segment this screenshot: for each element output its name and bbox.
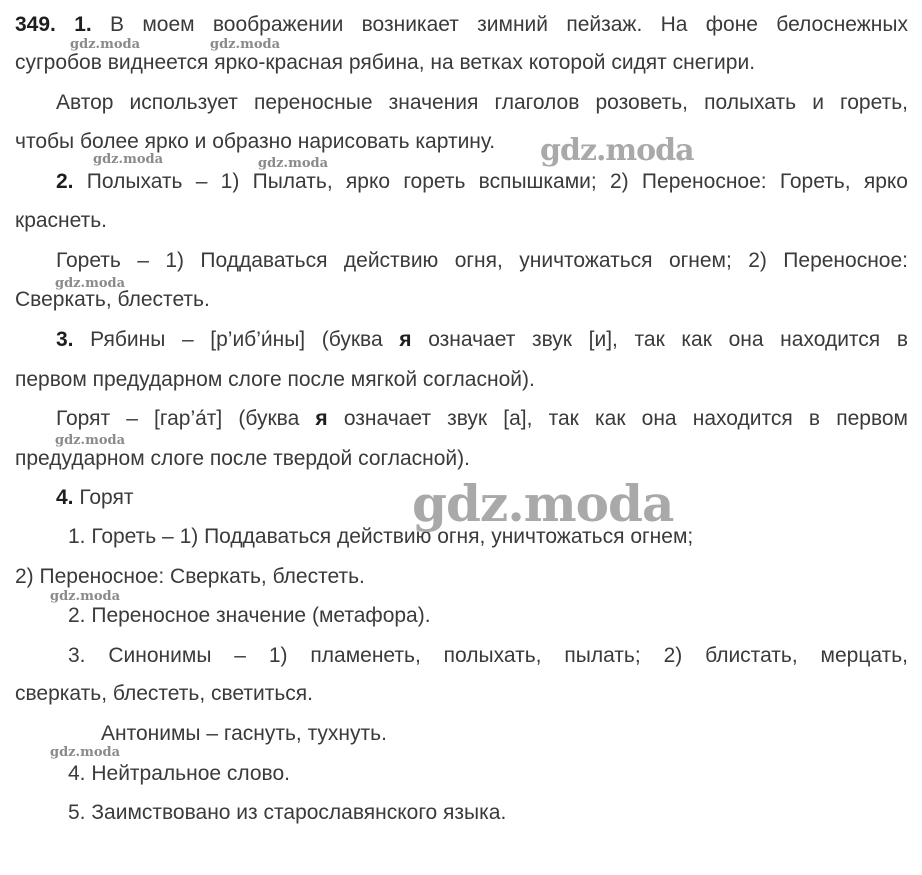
paragraph-1-text-1: В моем воображении возникает зимний пейзаж. На фоне белоснежных	[110, 13, 908, 36]
paragraph-2-line-1: Автор использует переносные значения глаголов розоветь, полыхать и гореть,	[56, 91, 908, 114]
part-2-text-1: Полыхать – 1) Пылать, ярко гореть вспышками; 2) Переносное: Гореть, ярко	[86, 170, 908, 193]
part-4-word: Горят	[79, 486, 134, 509]
watermark-large: gdz.moda	[412, 474, 674, 533]
item-2: 2. Переносное значение (метафора).	[68, 604, 431, 627]
watermark-small-7: gdz.moda	[50, 589, 121, 604]
watermark-small-2: gdz.moda	[210, 37, 281, 52]
part-2-line-1	[56, 169, 908, 195]
antonyms-line: Антонимы – гаснуть, тухнуть.	[101, 722, 387, 745]
part-2-number: 2.	[56, 170, 74, 193]
part-3-line-4: предударном слоге после твердой согласной).	[15, 447, 470, 470]
item-1-line-2: 2) Переносное: Сверкать, блестеть.	[15, 565, 365, 588]
watermark-small-5: gdz.moda	[55, 276, 126, 291]
part-3-line-3	[56, 406, 908, 432]
item-3-line-2: сверкать, блестеть, светиться.	[15, 682, 313, 705]
item-4: 4. Нейтральное слово.	[68, 762, 290, 785]
part-3-text-1b: означает звук [и], так как она находится в	[428, 328, 908, 351]
paragraph-1-line-1	[15, 12, 908, 38]
watermark-small-1: gdz.moda	[70, 37, 141, 52]
watermark-small-4: gdz.moda	[258, 156, 329, 171]
part-3-number: 3.	[56, 328, 74, 351]
watermark-medium: gdz.moda	[540, 133, 694, 168]
item-1-line-1: 1. Гореть – 1) Поддаваться действию огня, уничтожаться огнем;	[68, 525, 694, 548]
part-3-line-1	[56, 327, 908, 353]
part-4-heading	[56, 485, 133, 511]
letter-ya-2: я	[315, 407, 328, 430]
part-2-line-3: Гореть – 1) Поддаваться действию огня, уничтожаться огнем; 2) Переносное:	[56, 249, 908, 272]
watermark-small-3: gdz.moda	[93, 152, 164, 167]
watermark-small-6: gdz.moda	[55, 433, 126, 448]
item-5: 5. Заимствовано из старославянского языка.	[68, 801, 507, 824]
burn-transcription: Горят – [гар’а́т] (буква	[56, 407, 300, 430]
item-3-line-1: 3. Синонимы – 1) пламенеть, полыхать, пылать; 2) блистать, мерцать,	[68, 644, 908, 667]
part-2-line-4: Сверкать, блестеть.	[15, 288, 210, 311]
watermark-small-8: gdz.moda	[50, 745, 121, 760]
part-4-number: 4.	[56, 486, 74, 509]
letter-ya-1: я	[399, 328, 412, 351]
part-1-number: 1.	[74, 13, 92, 36]
part-3-line-2: первом предударном слоге после мягкой согласной).	[15, 368, 535, 391]
rowan-transcription: Рябины – [р’иб’и́ны] (буква	[90, 328, 383, 351]
part-2-line-2: краснеть.	[15, 209, 108, 232]
part-3-text-3b: означает звук [а], так как она находится в первом	[343, 407, 908, 430]
paragraph-1-line-2: сугробов виднеется ярко-красная рябина, на ветках которой сидят снегири.	[15, 51, 756, 74]
task-number: 349.	[15, 13, 56, 36]
paragraph-2-line-2: чтобы более ярко и образно нарисовать картину.	[15, 130, 496, 153]
